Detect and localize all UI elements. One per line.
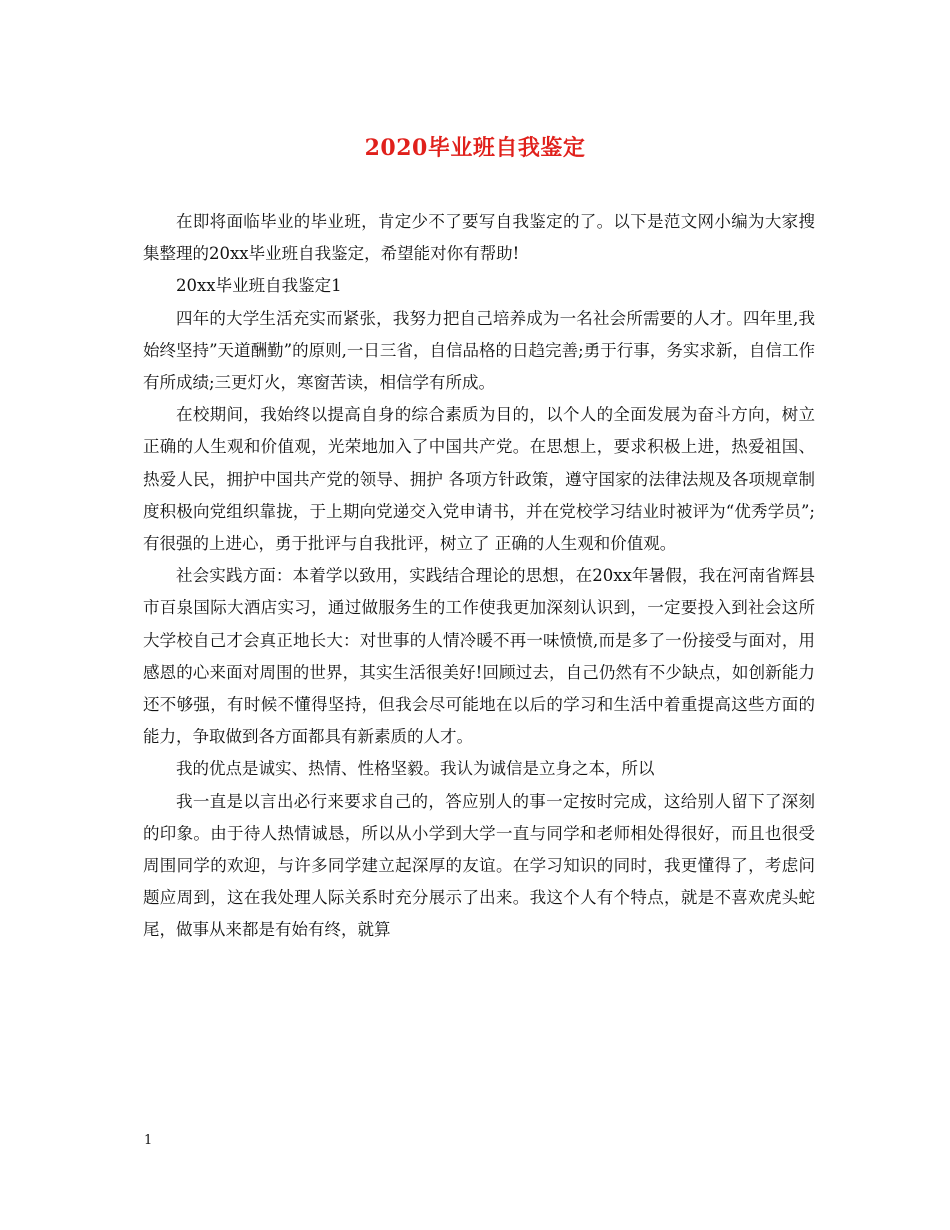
body-paragraph-3: 社会实践方面：本着学以致用，实践结合理论的思想，在20xx年暑假，我在河南省辉县市百泉国际大酒店实习，通过做服务生的工作使我更加深刻认识到，一定要投入到社会这所大学校自己才会真正地长大：对世事的人情冷暖不再一味愤愤,而是多了一份接受与面对，用感恩的心来面对周围的世界，其实生活很美好!回顾过去，自己仍然有不少缺点，如创新能力还不够强，有时候不懂得坚持，但我会尽可能地在以后的学习和生活中着重提高这些方面的能力，争取做到各方面都具有新素质的人才。 <box>143 566 815 747</box>
body-paragraph-1: 四年的大学生活充实而紧张，我努力把自己培养成为一名社会所需要的人才。四年里,我始终坚持”天道酬勤”的原则,一日三省，自信品格的日趋完善;勇于行事，务实求新，自信工作有所成绩;三更灯火，寒窗苦读，相信学有所成。 <box>143 308 815 393</box>
body-paragraph-5: 我一直是以言出必行来要求自己的，答应别人的事一定按时完成，这给别人留下了深刻的印象。由于待人热情诚恳，所以从小学到大学一直与同学和老师相处得很好，而且也很受周围同学的欢迎，与许多同学建立起深厚的友谊。在学习知识的同时，我更懂得了，考虑问题应周到，这在我处理人际关系时充分展示了出来。我这个人有个特点，就是不喜欢虎头蛇尾，做事从来都是有始有终，就算 <box>143 791 815 940</box>
page-number: 1 <box>144 1133 153 1148</box>
section-heading: 20xx毕业班自我鉴定1 <box>176 276 342 296</box>
body-paragraph-4: 我的优点是诚实、热情、性格坚毅。我认为诚信是立身之本，所以 <box>176 759 655 779</box>
document-title: 2020毕业班自我鉴定 <box>364 135 586 161</box>
intro-paragraph: 在即将面临毕业的毕业班，肯定少不了要写自我鉴定的了。以下是范文网小编为大家搜集整理的20xx毕业班自我鉴定，希望能对你有帮助! <box>143 212 815 264</box>
document-body <box>143 206 815 947</box>
body-paragraph-2: 在校期间，我始终以提高自身的综合素质为目的，以个人的全面发展为奋斗方向，树立正确的人生观和价值观，光荣地加入了中国共产党。在思想上，要求积极上进，热爱祖国、热爱人民，拥护中国共产党的领导、拥护 各项方针政策，遵守国家的法律法规及各项规章制度积极向党组织靠拢，于上期向党递交入党申请书，并在党校学习结业时被评为“优秀学员”;有很强的上进心，勇于批评与自我批评，树立了 正确的人生观和价值观。 <box>143 405 815 554</box>
